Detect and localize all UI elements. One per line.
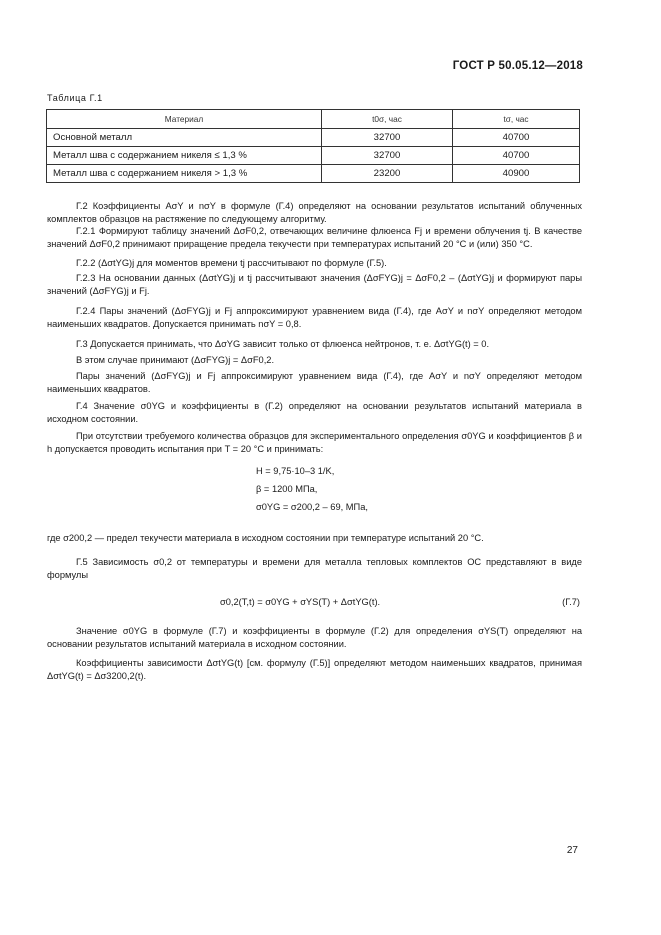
equation-number: (Г.7)	[562, 597, 580, 607]
header-t: tσ, час	[453, 110, 580, 129]
paragraph-g2-1: Г.2.1 Формируют таблицу значений ΔσF0,2, отвечающих величине флюенса Fj и времени облучения tj. В качестве значений ΔσF0,2 принимают приращение предела текучести при температурах испытаний 20 °С и (или) 350 °С.	[47, 226, 582, 249]
formula-beta: β = 1200 МПа,	[256, 484, 318, 494]
data-table	[46, 109, 580, 183]
formula-sigma: σ0YG = σ200,2 – 69, МПа,	[256, 502, 368, 512]
cell-t0: 32700	[322, 147, 453, 165]
cell-t0: 32700	[322, 129, 453, 147]
document-header: ГОСТ Р 50.05.12—2018	[452, 60, 583, 72]
paragraph-g3: Г.3 Допускается принимать, что ΔσYG зависит только от флюенса нейтронов, т. е. ΔσtYG(t) = 0.	[76, 339, 490, 349]
equation-g7: σ0,2(T,t) = σ0YG + σYS(T) + ΔσtYG(t).	[220, 597, 381, 607]
paragraph-g3-c: Пары значений (ΔσFYG)j и Fj аппроксимируют уравнением вида (Г.4), где AσY и nσY определяют методом наименьших квадратов.	[47, 371, 582, 394]
paragraph-g2: Г.2 Коэффициенты AσY и nσY в формуле (Г.4) определяют на основании результатов испытаний облученных комплектов образцов на растяжение по следующему алгоритму.	[47, 201, 582, 224]
table-row	[47, 165, 580, 183]
paragraph-g2-3: Г.2.3 На основании данных (ΔσtYG)j и tj рассчитывают значения (ΔσFYG)j = ΔσF0,2 – (ΔσtYG)j и формируют пары значений (ΔσFYG)j и Fj.	[47, 273, 582, 296]
header-t0: t0σ, час	[322, 110, 453, 129]
cell-material: Металл шва с содержанием никеля > 1,3 %	[47, 165, 322, 183]
table-caption: Таблица Г.1	[47, 93, 103, 103]
table-row	[47, 147, 580, 165]
cell-t: 40900	[453, 165, 580, 183]
cell-t: 40700	[453, 129, 580, 147]
paragraph-g4-b: При отсутствии требуемого количества образцов для экспериментального определения σ0YG и коэффициентов β и h допускается проводить испытания при T = 20 °С и принимать:	[47, 431, 582, 454]
cell-t: 40700	[453, 147, 580, 165]
page-number: 27	[566, 845, 578, 856]
formula-h: H = 9,75·10–3 1/K,	[256, 466, 335, 476]
cell-material: Металл шва с содержанием никеля ≤ 1,3 %	[47, 147, 322, 165]
paragraph-where: где σ200,2 — предел текучести материала в исходном состоянии при температуре испытаний 20 °С.	[47, 533, 484, 543]
cell-material: Основной металл	[47, 129, 322, 147]
paragraph-g4: Г.4 Значение σ0YG и коэффициенты в (Г.2) определяют на основании результатов испытаний материала в исходном состоянии.	[47, 401, 582, 424]
header-material: Материал	[47, 110, 322, 129]
paragraph-g5-b: Значение σ0YG в формуле (Г.7) и коэффициенты в формуле (Г.2) для определения σYS(T) определяют на основании результатов испытаний материала в исходном состоянии.	[47, 626, 582, 649]
table-header-row	[47, 110, 580, 129]
paragraph-g3-b: В этом случае принимают (ΔσFYG)j = ΔσF0,2.	[76, 355, 275, 365]
table-row	[47, 129, 580, 147]
cell-t0: 23200	[322, 165, 453, 183]
paragraph-g2-2: Г.2.2 (ΔσtYG)j для моментов времени tj рассчитывают по формуле (Г.5).	[76, 258, 387, 268]
paragraph-g5-c: Коэффициенты зависимости ΔσtYG(t) [см. формулу (Г.5)] определяют методом наименьших квадратов, принимая ΔσtYG(t) = Δσ3200,2(t).	[47, 658, 582, 681]
paragraph-g2-4: Г.2.4 Пары значений (ΔσFYG)j и Fj аппроксимируют уравнением вида (Г.4), где AσY и nσY определяют методом наименьших квадратов. Допускается принимать nσY = 0,8.	[47, 306, 582, 329]
paragraph-g5: Г.5 Зависимость σ0,2 от температуры и времени для металла тепловых комплектов ОС представляют в виде формулы	[47, 557, 582, 580]
